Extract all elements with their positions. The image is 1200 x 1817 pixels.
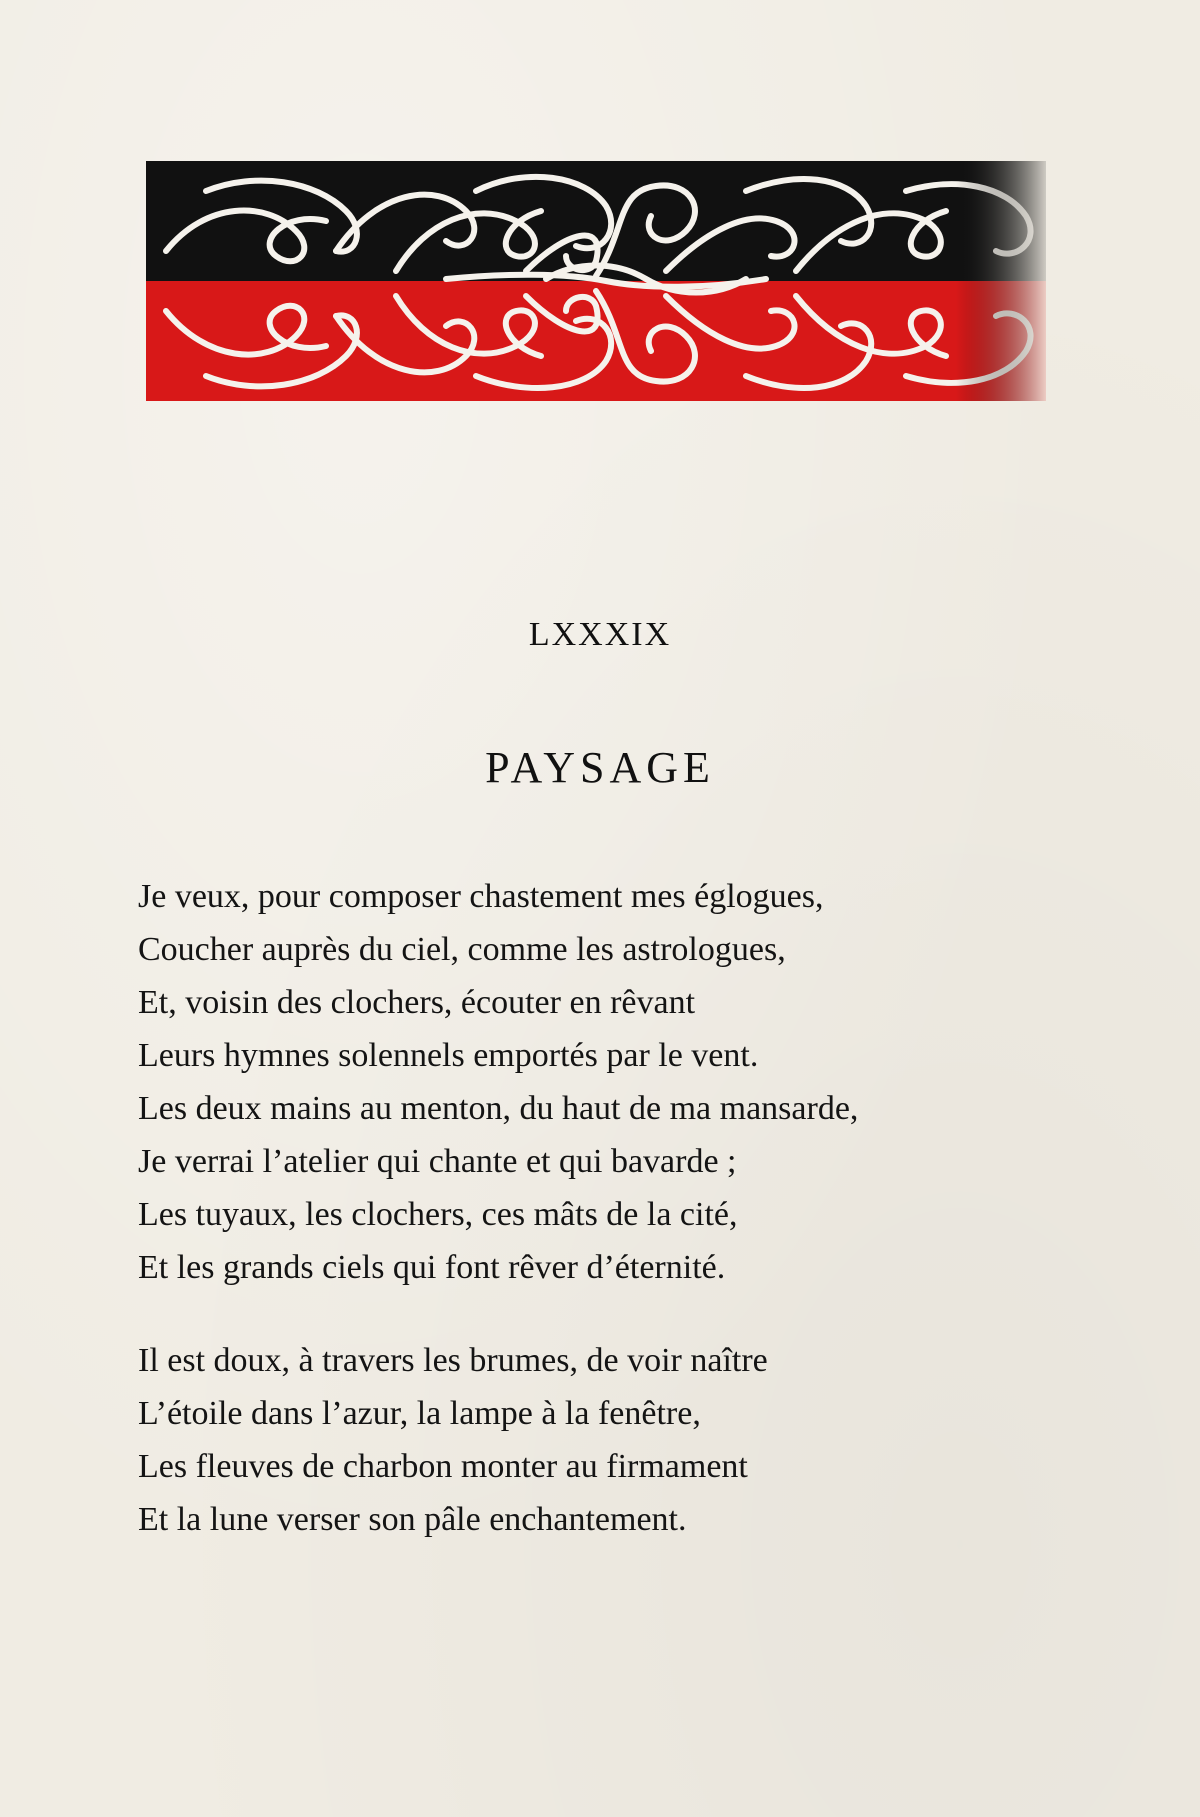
verse-line: Et, voisin des clochers, écouter en rêvant [138, 984, 696, 1021]
poem-title: PAYSAGE [485, 743, 715, 792]
poem-number: LXXXIX [528, 616, 672, 653]
flourish-ornament-icon [146, 161, 1046, 401]
poem-body [138, 870, 1058, 1586]
verse-line: Il est doux, à travers les brumes, de voir naître [138, 1342, 768, 1379]
ornamental-header-band [146, 161, 1046, 401]
verse-line: Coucher auprès du ciel, comme les astrologues, [138, 931, 786, 968]
stanza-1 [138, 870, 1058, 1294]
verse-line: Les deux mains au menton, du haut de ma mansarde, [138, 1090, 859, 1127]
stanza-2 [138, 1334, 1058, 1546]
verse-line: Et les grands ciels qui font rêver d’éternité. [138, 1249, 726, 1286]
verse-line: Je verrai l’atelier qui chante et qui bavarde ; [138, 1143, 737, 1180]
verse-line: Je veux, pour composer chastement mes églogues, [138, 878, 824, 915]
verse-line: L’étoile dans l’azur, la lampe à la fenêtre, [138, 1395, 701, 1432]
verse-line: Leurs hymnes solennels emportés par le vent. [138, 1037, 759, 1074]
verse-line: Les fleuves de charbon monter au firmament [138, 1448, 748, 1485]
verse-line: Et la lune verser son pâle enchantement. [138, 1501, 687, 1538]
verse-line: Les tuyaux, les clochers, ces mâts de la cité, [138, 1196, 738, 1233]
